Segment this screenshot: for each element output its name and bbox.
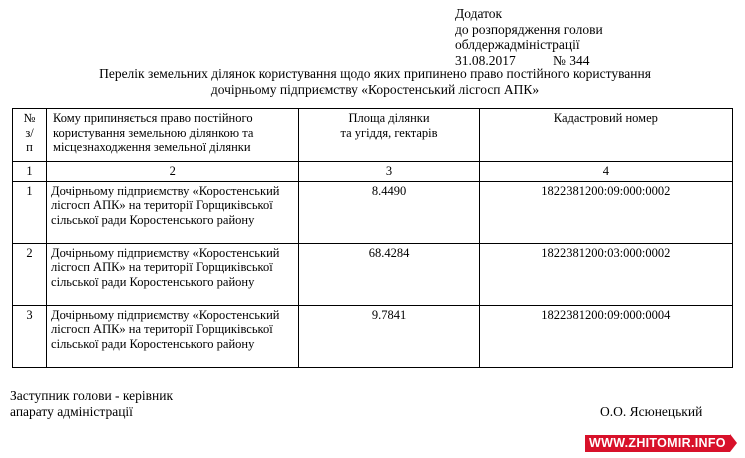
column-header-cadastre: Кадастровий номер — [479, 109, 732, 162]
row-number: 2 — [13, 243, 47, 305]
watermark-arrow-icon — [730, 434, 737, 452]
signature-position-line-1: Заступник голови - керівник — [10, 388, 174, 403]
column-header-area-l2: та угіддя, гектарів — [340, 125, 438, 140]
watermark-text: WWW.ZHITOMIR.INFO — [585, 435, 730, 452]
column-index-2: 2 — [47, 162, 299, 182]
signature-position — [10, 388, 173, 420]
row-number: 1 — [13, 181, 47, 243]
row-area: 9.7841 — [299, 305, 479, 367]
row-number: 3 — [13, 305, 47, 367]
row-cadastre: 1822381200:03:000:0002 — [479, 243, 732, 305]
column-header-number-l3: п — [26, 140, 33, 154]
column-header-holder: Кому припиняється право постійного користування земельною ділянкою та місцезнаходження земельної ділянки — [47, 109, 299, 162]
header-line-1: Додаток — [455, 6, 503, 21]
column-index-4: 4 — [479, 162, 732, 182]
table-column-number-row — [13, 162, 733, 182]
page-title-line-2: дочірньому підприємству «Коростенський лісгосп АПК» — [210, 82, 540, 97]
header-line-3: облдержадміністрації — [455, 37, 580, 52]
header-line-2: до розпорядження голови — [455, 21, 603, 37]
header-date: 31.08.2017 — [455, 52, 516, 68]
column-header-area — [299, 109, 479, 162]
row-holder: Дочірньому підприємству «Коростенський лісгосп АПК» на території Горщиківської сільської ради Коростенського району — [47, 181, 299, 243]
page-title — [30, 66, 720, 98]
document-header-block — [455, 6, 735, 68]
land-parcels-table — [12, 108, 733, 368]
column-header-number-l1: № — [23, 111, 36, 125]
column-header-area-l1: Площа ділянки — [348, 111, 430, 125]
signature-position-line-2: апарату адміністрації — [10, 404, 133, 419]
signature-name: О.О. Ясюнецький — [600, 404, 703, 419]
header-number: № 344 — [553, 52, 590, 68]
row-cadastre: 1822381200:09:000:0002 — [479, 181, 732, 243]
table-row — [13, 305, 733, 367]
table-row — [13, 181, 733, 243]
row-holder: Дочірньому підприємству «Коростенський лісгосп АПК» на території Горщиківської сільської ради Коростенського району — [47, 305, 299, 367]
table-row — [13, 243, 733, 305]
row-cadastre: 1822381200:09:000:0004 — [479, 305, 732, 367]
column-index-1: 1 — [13, 162, 47, 182]
column-index-3: 3 — [299, 162, 479, 182]
row-area: 68.4284 — [299, 243, 479, 305]
site-watermark — [585, 434, 737, 452]
row-area: 8.4490 — [299, 181, 479, 243]
page-title-line-1: Перелік земельних ділянок користування щодо яких припинено право постійного користування — [99, 66, 651, 81]
table-header-row — [13, 109, 733, 162]
row-holder: Дочірньому підприємству «Коростенський лісгосп АПК» на території Горщиківської сільської ради Коростенського району — [47, 243, 299, 305]
column-header-number-l2: з/ — [25, 125, 34, 140]
column-header-number — [13, 109, 47, 162]
